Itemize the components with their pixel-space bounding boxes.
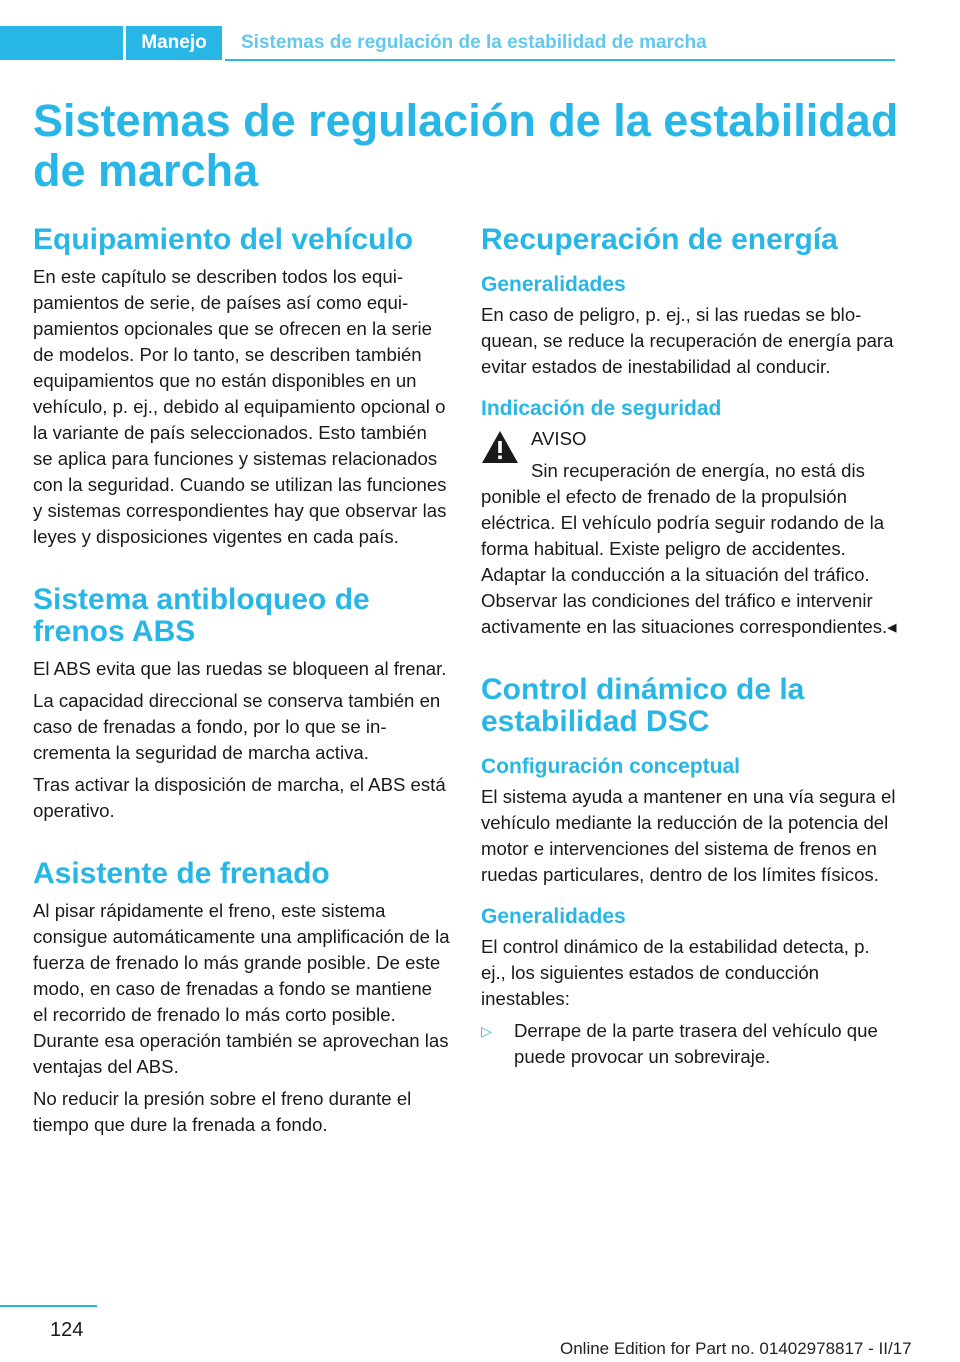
abs-paragraph-2: La capacidad direccional se conserva también en caso de frenadas a fondo, por lo que se incrementa la seguridad de marcha activa. bbox=[33, 690, 441, 763]
list-item bbox=[481, 1018, 899, 1070]
general-2-text: El control dinámico de la estabilidad detecta, p. ej., los siguientes estados de conducción inestables: bbox=[481, 936, 870, 1009]
general-2-heading: Generalidades bbox=[481, 905, 626, 928]
brake-assist-paragraph-2: No reducir la presión sobre el freno durante el tiempo que dure la frenada a fondo. bbox=[33, 1088, 412, 1135]
list-item-text: Derrape de la parte trasera del vehículo que puede provocar un sobreviraje. bbox=[514, 1020, 878, 1067]
edition-note: Online Edition for Part no. 01402978817 - II/17 bbox=[560, 1339, 912, 1358]
equipment-heading: Equipamiento del vehículo bbox=[33, 223, 414, 256]
header-topic[interactable]: Sistemas de regulación de la estabilidad de marcha bbox=[241, 32, 707, 53]
equipment-text: En este capítulo se describen todos los equipamientos de serie, de países así como equipamientos opcionales que se ofrecen en la serie de modelos. Por lo tanto, se describen también equipamientos que no están disponibles en un vehículo, p. ej., debido al equipamiento opcional o la variante de país seleccionados. Esto también se aplica para funciones y sistemas relacionados con la seguridad. Cuando se utilizan las funciones y sistemas correspondientes hay que observar las leyes y disposiciones vigentes en cada país. bbox=[33, 266, 447, 547]
concept-heading: Configuración conceptual bbox=[481, 755, 741, 778]
safety-heading: Indicación de seguridad bbox=[481, 397, 722, 420]
warning-title: AVISO bbox=[531, 428, 587, 449]
header-accent-block bbox=[0, 26, 123, 60]
concept-text: El sistema ayuda a mantener en una vía segura el vehículo mediante la reducción de la potencia del motor e intervenciones del sistema de frenos en ruedas particulares, dentro de los límites físicos. bbox=[481, 786, 896, 885]
warning-triangle-icon bbox=[481, 430, 519, 464]
warning-text-rest: ponible el efecto de frenado de la propulsión eléctrica. El vehículo podría seguir rodando de la forma habitual. Existe peligro de accidentes. Adaptar la conducción a la situación del tráfico. Observar las condiciones del tráfico e intervenir activamente en las situaciones correspondientes.◂ bbox=[481, 486, 897, 637]
abs-paragraph-1: El ABS evita que las ruedas se bloqueen al frenar. bbox=[33, 658, 447, 679]
footer-rule bbox=[0, 1305, 97, 1307]
general-text: En caso de peligro, p. ej., si las ruedas se bloquean, se reduce la recuperación de energía para evitar estados de inestabilidad al conducir. bbox=[481, 304, 894, 377]
left-column bbox=[33, 224, 451, 1144]
general-heading: Generalidades bbox=[481, 273, 626, 296]
page-number: 124 bbox=[50, 1319, 84, 1341]
abs-heading: Sistema antibloqueo de frenos ABS bbox=[33, 583, 370, 648]
brake-assist-paragraph-1: Al pisar rápidamente el freno, este sistema consigue automáticamente una amplificación de la fuerza de frenado lo más grande posible. De este modo, en caso de frenadas a fondo se mantiene el recorrido de frenado lo más corto posible. Durante esa operación también se aprovechan las ventajas del ABS. bbox=[33, 900, 450, 1077]
brake-assist-heading: Asistente de frenado bbox=[33, 857, 330, 890]
bullet-arrow-icon: ▷ bbox=[481, 1023, 492, 1039]
warning-block bbox=[481, 426, 899, 640]
abs-paragraph-3: Tras activar la disposición de marcha, el ABS está operativo. bbox=[33, 774, 446, 821]
page-header bbox=[0, 26, 895, 60]
header-rule bbox=[225, 59, 895, 61]
right-column bbox=[481, 224, 899, 1076]
page-title: Sistemas de regulación de la estabilidad de marcha bbox=[33, 95, 899, 196]
dsc-heading: Control dinámico de la estabilidad DSC bbox=[481, 673, 805, 738]
warning-text bbox=[481, 458, 899, 640]
header-section-tab[interactable]: Manejo bbox=[126, 26, 222, 60]
energy-recovery-heading: Recuperación de energía bbox=[481, 223, 838, 256]
warning-text-first-line: Sin recuperación de energía, no está dis bbox=[531, 460, 865, 481]
